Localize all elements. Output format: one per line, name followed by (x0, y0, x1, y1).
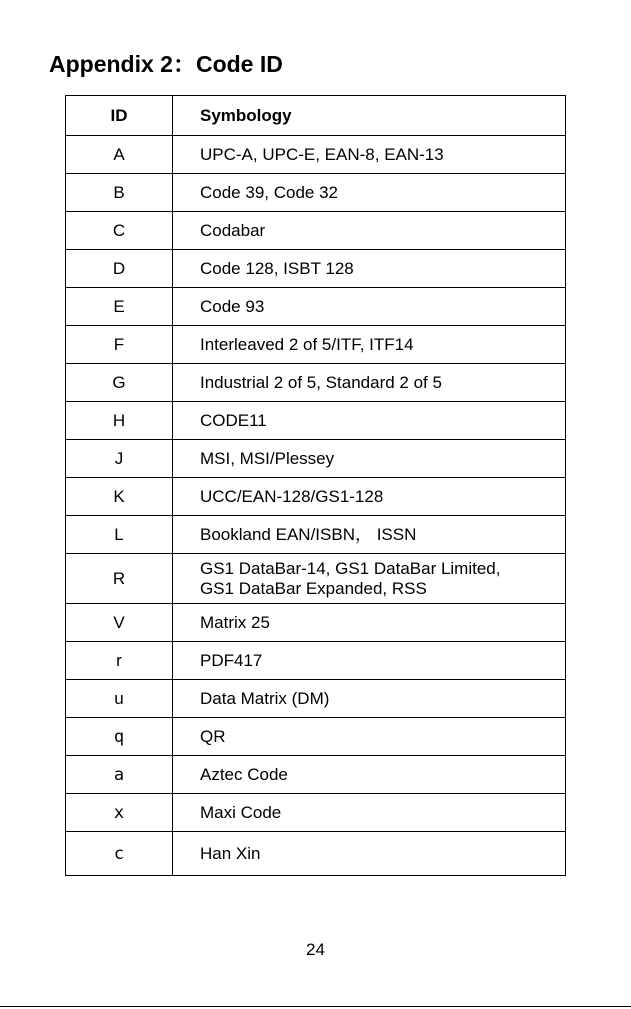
row-id: V (66, 604, 173, 642)
row-symbology: PDF417 (173, 642, 566, 680)
row-symbology: QR (173, 718, 566, 756)
row-symbology: Code 39, Code 32 (173, 174, 566, 212)
row-symbology: Maxi Code (173, 794, 566, 832)
row-id: x (66, 794, 173, 832)
row-symbology: Industrial 2 of 5, Standard 2 of 5 (173, 364, 566, 402)
row-symbology: Codabar (173, 212, 566, 250)
row-id: r (66, 642, 173, 680)
row-symbology: Interleaved 2 of 5/ITF, ITF14 (173, 326, 566, 364)
row-id: u (66, 680, 173, 718)
table-row (66, 718, 566, 756)
table-row (66, 756, 566, 794)
table-row (66, 832, 566, 876)
code-id-table (65, 95, 566, 876)
page-number: 24 (306, 940, 325, 959)
bottom-divider (0, 1006, 631, 1007)
table-row (66, 478, 566, 516)
row-symbology: Han Xin (173, 832, 566, 876)
table-row (66, 604, 566, 642)
row-id: F (66, 326, 173, 364)
table-row (66, 250, 566, 288)
table-row (66, 212, 566, 250)
header-symbology: Symbology (173, 96, 566, 136)
table-header-row (66, 96, 566, 136)
row-id: D (66, 250, 173, 288)
row-id: R (66, 554, 173, 604)
row-id: K (66, 478, 173, 516)
table-row (66, 136, 566, 174)
table-row (66, 440, 566, 478)
row-symbology: Data Matrix (DM) (173, 680, 566, 718)
table-row (66, 288, 566, 326)
row-symbology: Aztec Code (173, 756, 566, 794)
row-symbology: Code 128, ISBT 128 (173, 250, 566, 288)
row-symbology: Code 93 (173, 288, 566, 326)
header-id: ID (66, 96, 173, 136)
table-row (66, 326, 566, 364)
row-symbology-line1: GS1 DataBar-14, GS1 DataBar Limited, (200, 558, 501, 578)
row-id: J (66, 440, 173, 478)
table-row (66, 402, 566, 440)
row-symbology (173, 554, 566, 604)
table-row (66, 516, 566, 554)
row-symbology: Matrix 25 (173, 604, 566, 642)
table-row (66, 554, 566, 604)
table-row (66, 364, 566, 402)
table-row (66, 642, 566, 680)
row-id: H (66, 402, 173, 440)
page-title: Appendix 2：Code ID (49, 51, 283, 77)
row-id: q (66, 718, 173, 756)
table-row (66, 794, 566, 832)
row-symbology-line2: GS1 DataBar Expanded, RSS (200, 578, 427, 598)
row-id: A (66, 136, 173, 174)
row-id: C (66, 212, 173, 250)
row-symbology: UPC-A, UPC-E, EAN-8, EAN-13 (173, 136, 566, 174)
table-row (66, 174, 566, 212)
row-symbology: CODE11 (173, 402, 566, 440)
row-id: a (66, 756, 173, 794)
row-symbology: MSI, MSI/Plessey (173, 440, 566, 478)
row-id: L (66, 516, 173, 554)
row-symbology: Bookland EAN/ISBN， ISSN (173, 516, 566, 554)
row-id: E (66, 288, 173, 326)
row-id: G (66, 364, 173, 402)
row-id: B (66, 174, 173, 212)
row-symbology: UCC/EAN-128/GS1-128 (173, 478, 566, 516)
table-row (66, 680, 566, 718)
row-id: c (66, 832, 173, 876)
